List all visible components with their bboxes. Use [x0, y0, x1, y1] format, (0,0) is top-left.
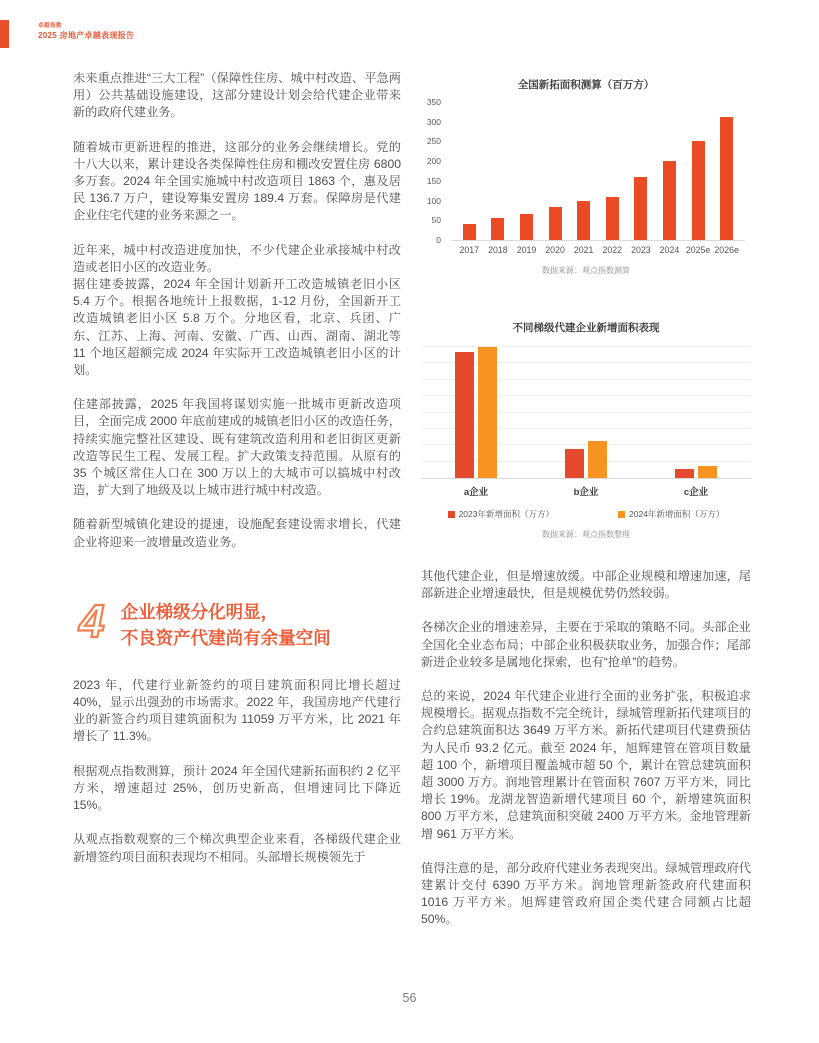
- legend-swatch: [618, 511, 625, 518]
- chart2-bar-group: [641, 347, 751, 478]
- chart1-x-tick-label: 2023: [631, 245, 651, 255]
- chart1-y-tick-label: 250: [426, 136, 441, 147]
- chart1-x-tick-label: 2018: [488, 245, 508, 255]
- paragraph: 随着新型城镇化建设的提速，设施配套建设需求增长，代建企业将迎来一波增量改造业务。: [73, 517, 401, 549]
- chart2-title: 不同梯级代建企业新增面积表现: [512, 322, 660, 334]
- paragraph: 未来重点推进“三大工程”（保障性住房、城中村改造、平急两用）公共基础设施建设，这部分建设计划会给代建企业带来新的政府代建业务。: [73, 71, 401, 120]
- chart1-bar-group: [484, 102, 513, 240]
- brand-accent-bar: [0, 20, 9, 48]
- right-column: [421, 64, 751, 946]
- section-4-heading: [73, 594, 401, 651]
- chart1-y-tick-label: 200: [426, 156, 441, 167]
- chart1-plot: [426, 97, 745, 245]
- bar-b企业-2023年新增面积（万方）: [565, 449, 584, 478]
- chart1-x-tick-label: 2026e: [714, 245, 739, 255]
- paragraph: 据住建委披露，2024 年全国计划新开工改造城镇老旧小区 5.4 万个。根据各地统计上报数据，1-12 月份，全国新开工改造城镇老旧小区 5.8 万个。分地区看，北京、兵团、广东、江苏、上海、河南、安徽、广西、山西、湖南、湖北等 11 个地区超额完成 2024 年实际开工改造城镇老旧小区的计划。: [73, 277, 401, 378]
- chart2-legend: [421, 508, 751, 520]
- chart1-y-tick-label: 150: [426, 175, 441, 186]
- spacer: [421, 540, 751, 568]
- chart1-bar-group: [712, 102, 741, 240]
- paragraph: 总的来说，2024 年代建企业进行全面的业务扩张，积极追求规模增长。据观点指数不完全统计，绿城管理新拓代建项目的合约总建筑面积达 3649 万平方米。新拓代建项目代建费预估为人民币 93.2 亿元。截至 2024 年，旭辉建管在管项目数量超 100 个，新增项目覆盖城市超 50 个，累计在管总建筑面积超 3000 万方。润地管理累计在管面积 7607 万平方米，同比增长 19%。龙湖龙智造新增代建项目 60 个，新增建筑面积 800 万平方米，总建筑面积突破 2400 万平方米。金地管理新增 961 万平方米。: [421, 689, 751, 841]
- legend-label: 2023年新增面积（万方）: [458, 509, 554, 519]
- bar-2017: [463, 224, 476, 240]
- bar-2025e: [692, 141, 705, 240]
- chart1-bar-group: [598, 102, 627, 240]
- paragraph: 其他代建企业，但是增速放缓。中部企业规模和增速加速，尾部新进企业增速最快，但是规模优势仍然较弱。: [421, 569, 751, 601]
- chart2-bar-group: [421, 347, 531, 478]
- bar-a企业-2024年新增面积（万方）: [478, 347, 497, 478]
- chart1-x-tick-label: 2017: [459, 245, 480, 255]
- chart1-y-tick-label: 300: [426, 116, 441, 127]
- chart1-x-tick-label: 2022: [602, 245, 623, 255]
- chart1-x-axis: [451, 245, 745, 255]
- bar-2023: [634, 177, 647, 240]
- bar-b企业-2024年新增面积（万方）: [588, 441, 607, 478]
- legend-swatch: [448, 511, 455, 518]
- bar-a企业-2023年新增面积（万方）: [455, 352, 474, 478]
- left-column: [73, 70, 401, 883]
- bar-2021: [577, 201, 590, 240]
- page-number: 56: [402, 991, 417, 1005]
- section-title-line2: 不良资产代建尚有余量空间: [120, 627, 331, 648]
- bar-c企业-2023年新增面积（万方）: [675, 469, 694, 478]
- chart1-x-tick-label: 2025e: [685, 245, 711, 255]
- chart1-x-tick-label: 2021: [573, 245, 594, 255]
- section-title: [121, 597, 331, 651]
- chart2-x-tick-label: b企业: [573, 487, 599, 498]
- chart1-bar-group: [655, 102, 684, 240]
- paragraph: 根据观点指数测算，预计 2024 年全国代建新拓面积约 2 亿平方米，增速超过 25%，创历史新高，但增速同比下降近 15%。: [73, 763, 401, 813]
- section-title-line1: 企业梯级分化明显，: [120, 601, 279, 622]
- bar-2020: [549, 207, 562, 240]
- bar-2019: [520, 214, 533, 240]
- chart1-source: 数据来源：观点指数测算: [542, 266, 630, 275]
- chart1-x-tick-label: 2019: [516, 245, 537, 255]
- chart2-bar-group: [531, 347, 641, 478]
- chart1-bar-group: [569, 102, 598, 240]
- chart-tier-new-area: [421, 320, 751, 540]
- legend-item: [448, 508, 554, 520]
- bar-2022: [606, 197, 619, 240]
- legend-label: 2024年新增面积（万方）: [629, 509, 725, 519]
- chart1-bar-group: [627, 102, 656, 240]
- chart-national-new-area: [421, 77, 751, 276]
- chart1-bar-group: [512, 102, 541, 240]
- chart1-title: 全国新拓面积测算（百万方）: [517, 79, 655, 91]
- paragraph: 各梯次企业的增速差异，主要在于采取的策略不同。头部企业全国化全业态布局；中部企业积极获取业务，加强合作；尾部新进企业较多是属地化探索，也有“抢单”的趋势。: [421, 620, 751, 669]
- chart1-x-tick-label: 2020: [545, 245, 565, 255]
- chart1-x-tick-label: 2024: [659, 245, 680, 255]
- brand-eyebrow: 卓越指数: [38, 23, 63, 29]
- chart1-bar-group: [541, 102, 570, 240]
- paragraph: 随着城市更新进程的推进，这部分的业务会继续增长。党的十八大以来，累计建设各类保障性住房和棚改安置住房 6800 多万套。2024 年全国实施城中村改造项目 1863 个，惠及居民 136.7 万户，建设筹集安置房 189.4 万套。保障房是代建企业住宅代建的业务来源之一。: [73, 139, 401, 223]
- report-title: 2025 房地产卓越表现报告: [38, 31, 135, 40]
- bar-2026e: [720, 117, 733, 240]
- legend-item: [618, 508, 724, 520]
- paragraph: 2023 年，代建行业新签约的项目建筑面积同比增长超过 40%，显示出强劲的市场需求。2022 年，我国房地产代建行业的新签合约项目建筑面积为 11059 万平方米，比 2021 年增长了 11.3%。: [73, 677, 401, 744]
- paragraph: 住建部披露，2025 年我国将谋划实施一批城市更新改造项目，全面完成 2000 年底前建成的城镇老旧小区的改造任务，持续实施完整社区建设、既有建筑改造利用和老旧街区更新改造等民生工程、发展工程。扩大政策支持范围。从原有的 35 个城区常住人口在 300 万以上的大城市可以搞城中村改造，扩大到了地级及以上城市进行城中村改造。: [73, 397, 401, 498]
- chart1-y-tick-label: 50: [431, 215, 441, 226]
- chart1-y-tick-label: 100: [426, 195, 441, 206]
- chart2-source: 数据来源：观点指数整理: [542, 530, 630, 539]
- chart1-bar-group: [455, 102, 484, 240]
- section-number: 4: [79, 594, 105, 647]
- bar-c企业-2024年新增面积（万方）: [698, 466, 717, 478]
- chart2-x-axis: [421, 484, 751, 498]
- chart1-y-axis: [421, 97, 445, 245]
- chart1-bar-group: [684, 102, 713, 240]
- paragraph: 近年来，城中村改造进度加快，不少代建企业承接城中村改造或老旧小区的改造业务。: [73, 242, 401, 274]
- brand-text: [38, 21, 134, 41]
- chart2-x-tick-label: c企业: [683, 487, 709, 498]
- bar-2018: [491, 218, 504, 240]
- chart2-plot: [421, 347, 751, 479]
- paragraph: 值得注意的是，部分政府代建业务表现突出。绿城管理政府代建累计交付 6390 万平方米。润地管理新签政府代建面积 1016 万平方米。旭辉建管政府国企类代建合同额占比超 50%。: [421, 860, 751, 927]
- bar-2024: [663, 161, 676, 240]
- chart2-x-tick-label: a企业: [463, 487, 489, 498]
- chart1-y-tick-label: 350: [426, 97, 441, 107]
- paragraph: 从观点指数观察的三个梯次典型企业来看，各梯级代建企业新增签约项目面积表现均不相同。头部增长规模领先于: [73, 832, 401, 864]
- chart1-y-tick-label: 0: [436, 235, 441, 245]
